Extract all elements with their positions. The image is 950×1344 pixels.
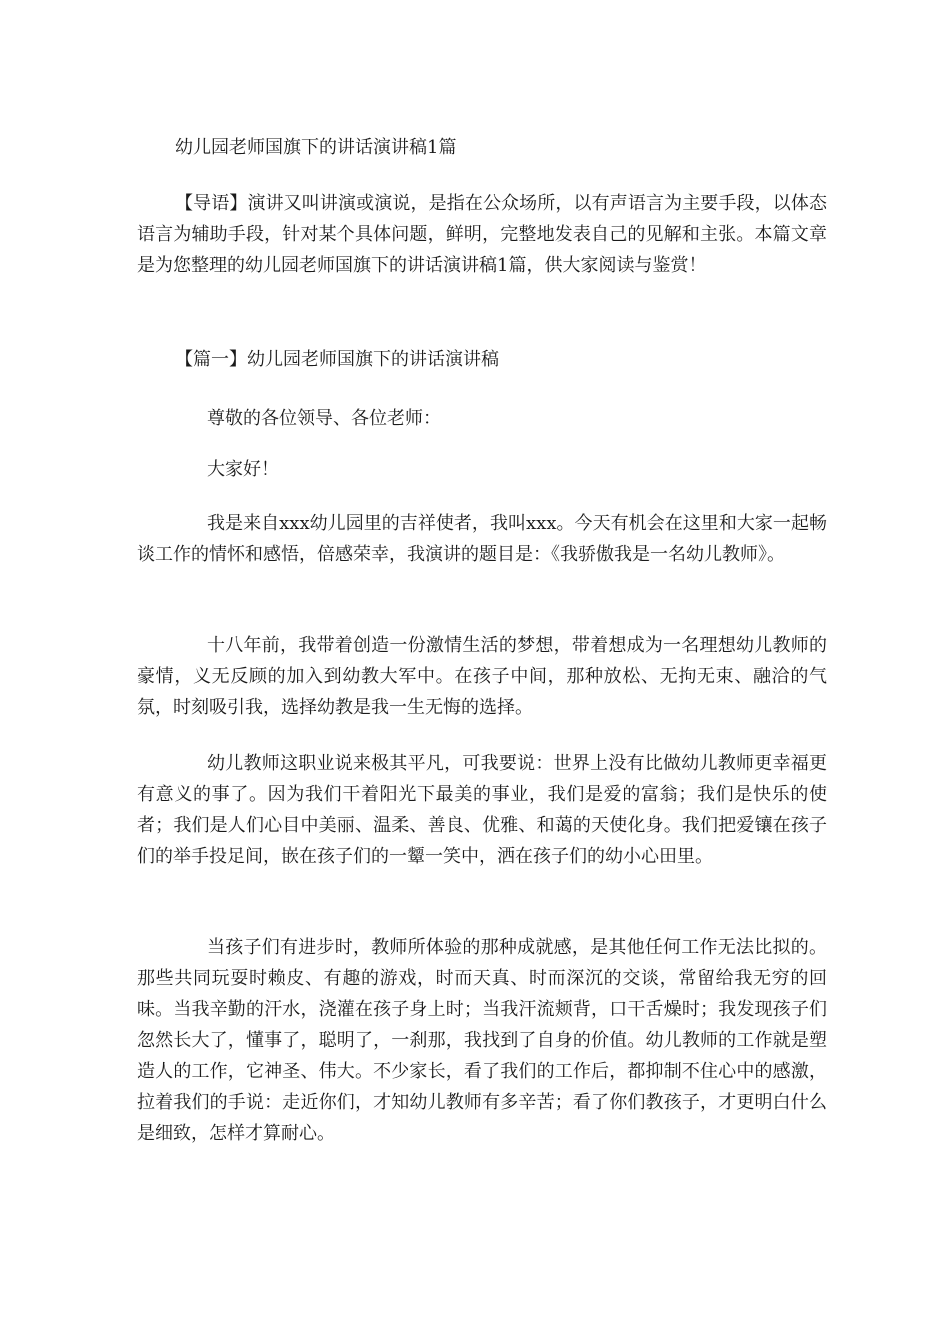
greeting: 大家好！	[207, 459, 279, 480]
document-title: 幼儿园老师国旗下的讲话演讲稿1篇	[175, 137, 457, 158]
body-paragraph-4: 当孩子们有进步时，教师所体验的那种成就感，是其他任何工作无法比拟的。那些共同玩耍时赖皮、有趣的游戏，时而天真、时而深沉的交谈，常留给我无穷的回味。当我辛勤的汗水，浇灌在孩子身上时；当我汗流颊背，口干舌燥时；我发现孩子们忽然长大了，懂事了，聪明了，一刹那，我找到了自身的价值。幼儿教师的工作就是塑造人的工作，它神圣、伟大。不少家长，看了我们的工作后，都抑制不住心中的感激，拉着我们的手说：走近你们，才知幼儿教师有多辛苦；看了你们教孩子，才更明白什么是细致，怎样才算耐心。	[137, 937, 827, 1144]
salutation: 尊敬的各位领导、各位老师：	[207, 408, 441, 429]
intro-paragraph: 【导语】演讲又叫讲演或演说，是指在公众场所，以有声语言为主要手段，以体态语言为辅助手段，针对某个具体问题，鲜明，完整地发表自己的见解和主张。本篇文章是为您整理的幼儿园老师国旗下的讲话演讲稿1篇，供大家阅读与鉴赏！	[137, 193, 827, 276]
body-paragraph-3: 幼儿教师这职业说来极其平凡，可我要说：世界上没有比做幼儿教师更幸福更有意义的事了。因为我们干着阳光下最美的事业，我们是爱的富翁；我们是快乐的使者；我们是人们心目中美丽、温柔、善良、优雅、和蔼的天使化身。我们把爱镶在孩子们的举手投足间，嵌在孩子们的一颦一笑中，洒在孩子们的幼小心田里。	[137, 753, 827, 867]
section-heading: 【篇一】幼儿园老师国旗下的讲话演讲稿	[175, 349, 499, 370]
body-paragraph-1: 我是来自xxx幼儿园里的吉祥使者，我叫xxx。今天有机会在这里和大家一起畅谈工作的情怀和感悟，倍感荣幸，我演讲的题目是：《我骄傲我是一名幼儿教师》。	[137, 513, 827, 565]
body-paragraph-2: 十八年前，我带着创造一份激情生活的梦想，带着想成为一名理想幼儿教师的豪情，义无反顾的加入到幼教大军中。在孩子中间，那种放松、无拘无束、融洽的气氛，时刻吸引我，选择幼教是我一生无悔的选择。	[137, 635, 827, 718]
